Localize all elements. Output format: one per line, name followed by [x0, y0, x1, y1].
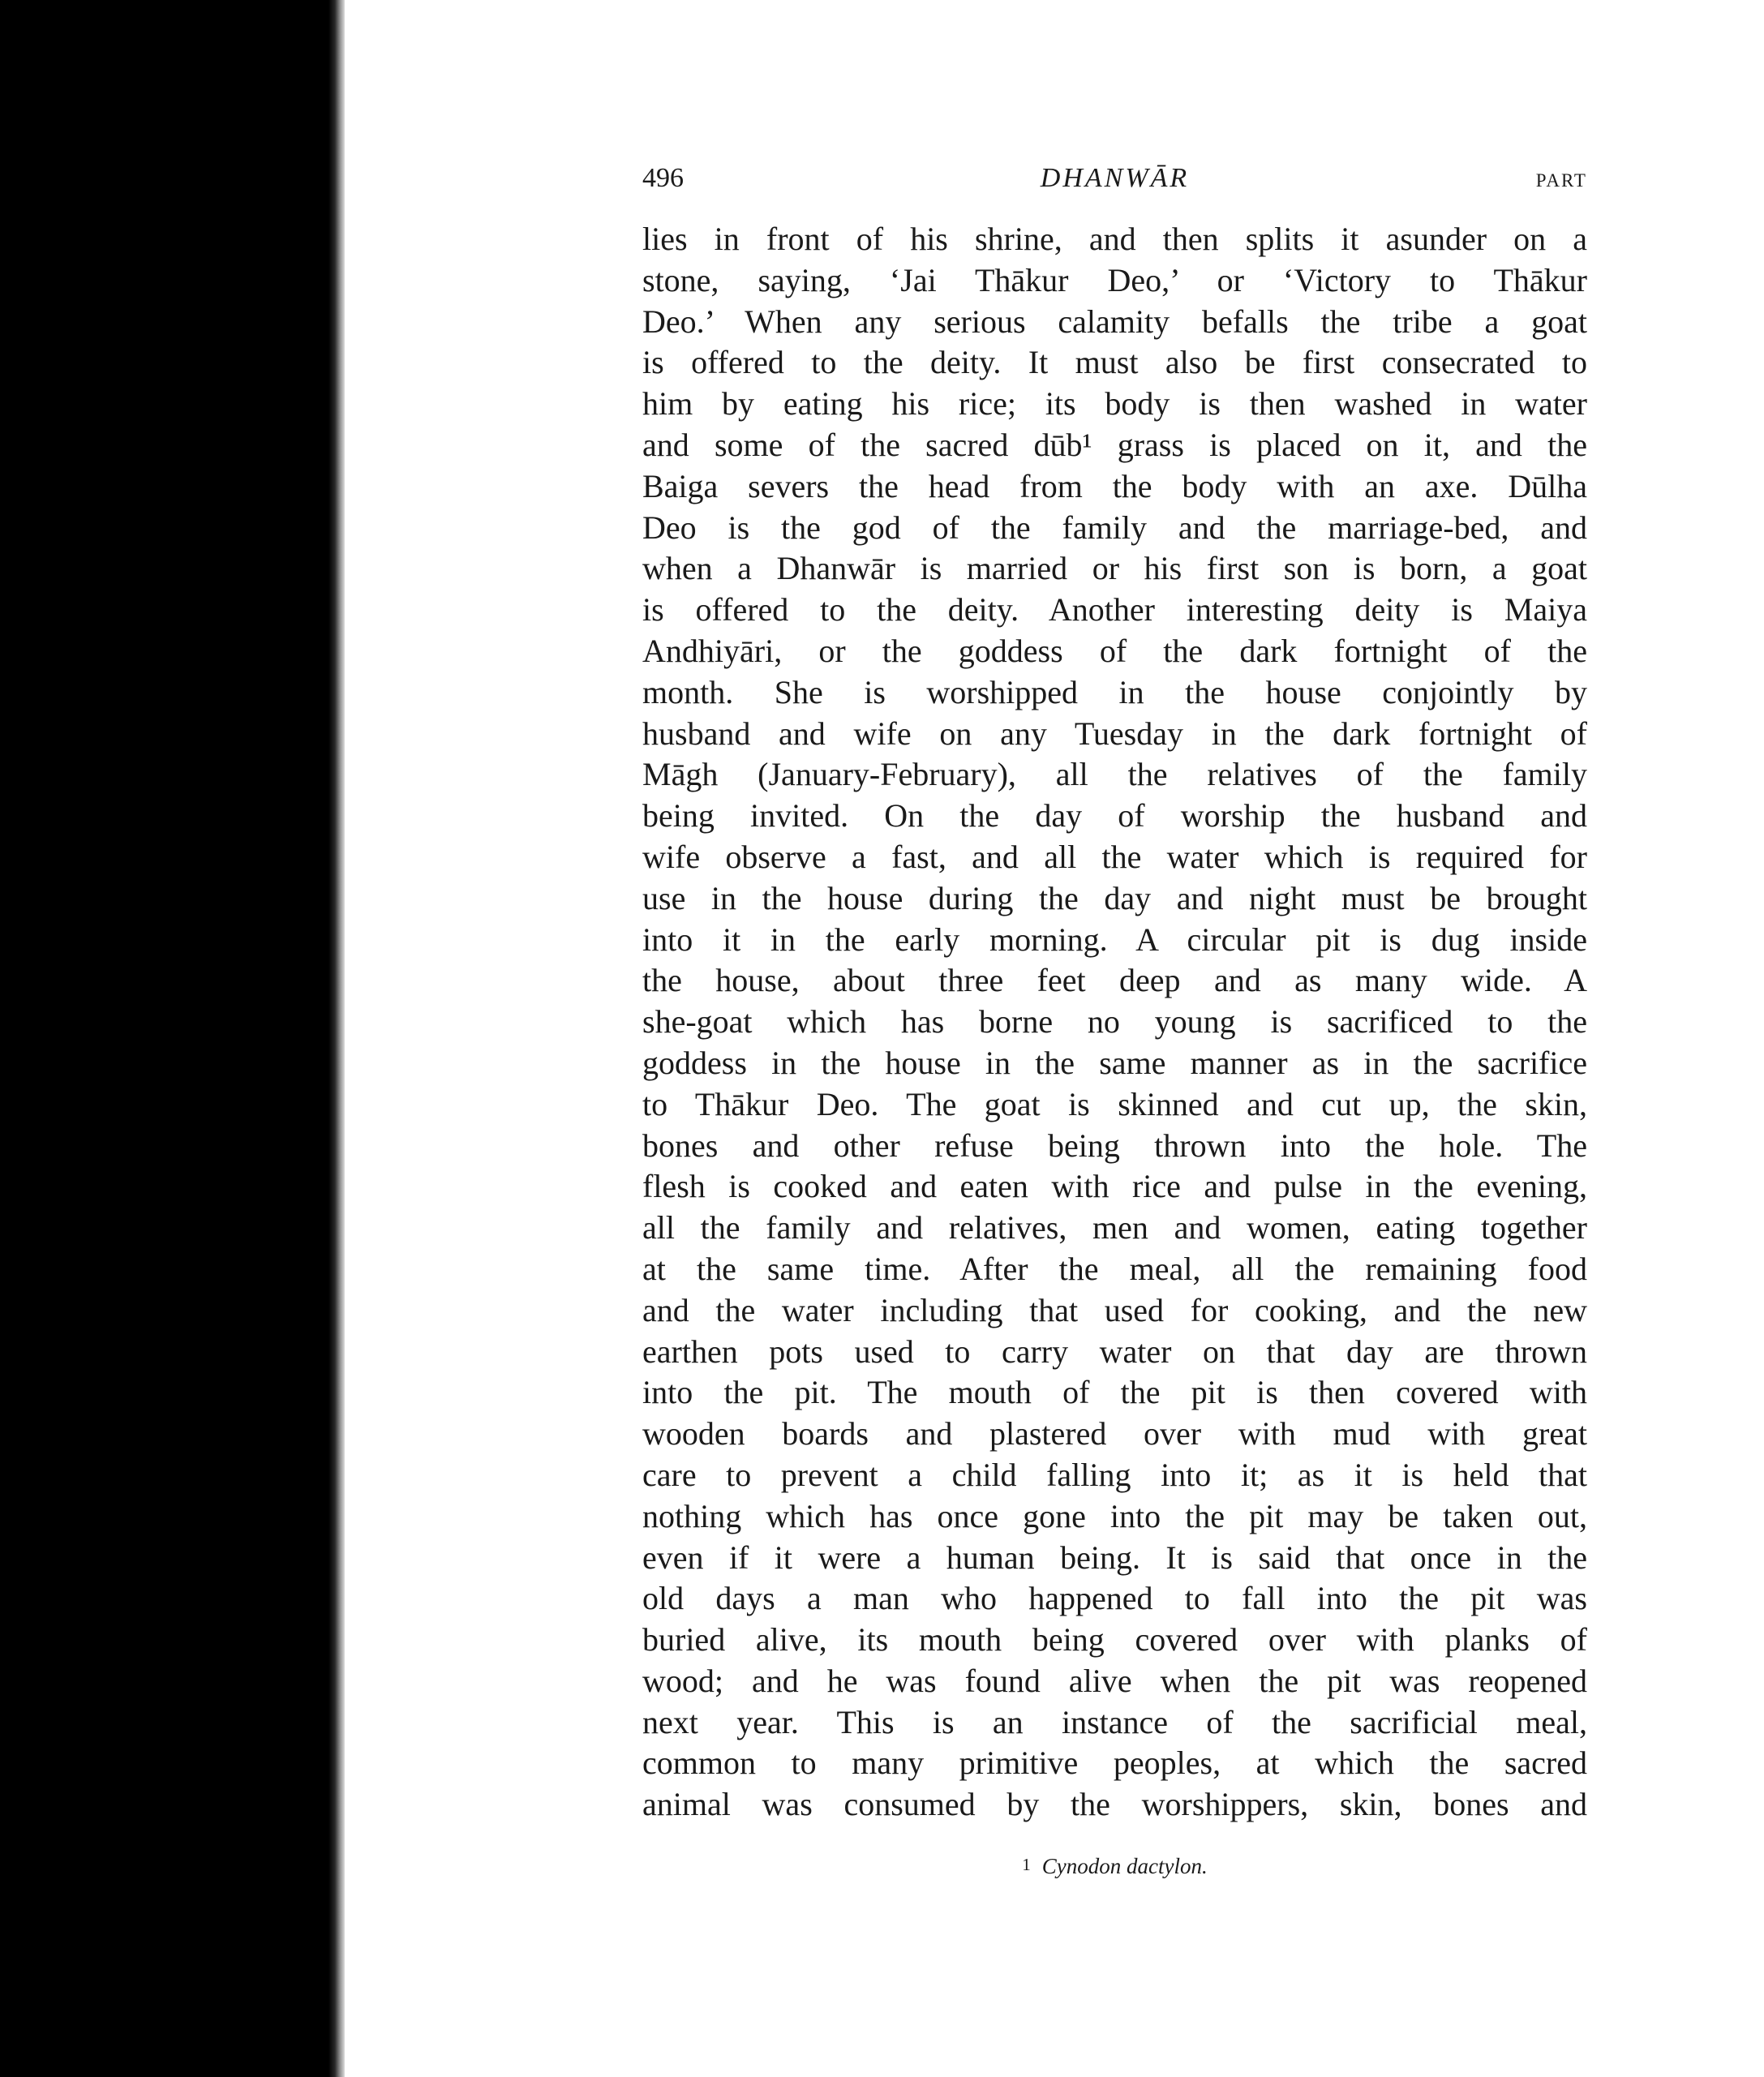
text-line: flesh is cooked and eaten with rice and pulse in the evening, [642, 1168, 1587, 1205]
text-line: being invited. On the day of worship the husband and [642, 797, 1587, 835]
text-line: into it in the early morning. A circular pit is dug inside [642, 920, 1587, 958]
text-line: is offered to the deity. Another interesting deity is Maiya [642, 591, 1587, 629]
footnote-text: Cynodon dactylon. [1041, 1854, 1208, 1878]
text-line: wife observe a fast, and all the water which is required for [642, 838, 1587, 875]
text-line: is offered to the deity. It must also be first consecrated to [642, 344, 1587, 381]
text-line: old days a man who happened to fall into the pit was [642, 1580, 1587, 1617]
text-line: into the pit. The mouth of the pit is then covered with [642, 1374, 1587, 1411]
text-line: wood; and he was found alive when the pit was reopened [642, 1662, 1587, 1699]
text-line: all the family and relatives, men and women, eating together [642, 1209, 1587, 1247]
running-title: DHANWĀR [1040, 163, 1190, 193]
text-line: Baiga severs the head from the body with an axe. Dūlha [642, 467, 1587, 504]
text-line: she-goat which has borne no young is sacrificed to the [642, 1003, 1587, 1041]
footnote [642, 1850, 1587, 1881]
text-line: wooden boards and plastered over with mud with great [642, 1415, 1587, 1453]
text-line: animal was consumed by the worshippers, skin, bones and [642, 1786, 1587, 1823]
text-line: lies in front of his shrine, and then splits it asunder on a [642, 221, 1587, 257]
text-line: use in the house during the day and night must be brought [642, 879, 1587, 916]
text-line: even if it were a human being. It is said that once in the [642, 1538, 1587, 1576]
text-line: husband and wife on any Tuesday in the dark fortnight of [642, 715, 1587, 752]
book-binding-edge [0, 0, 345, 2077]
text-line: nothing which has once gone into the pit may be taken out, [642, 1497, 1587, 1534]
text-line: Andhiyāri, or the goddess of the dark fortnight of the [642, 632, 1587, 669]
text-line: month. She is worshipped in the house conjointly by [642, 673, 1587, 710]
text-line: and some of the sacred dūb¹ grass is placed on it, and the [642, 426, 1587, 463]
page-header [642, 162, 1587, 195]
text-line: when a Dhanwār is married or his first son is born, a goat [642, 550, 1587, 587]
part-label: PART [1535, 170, 1587, 191]
text-line: the house, about three feet deep and as many wide. A [642, 962, 1587, 999]
text-line: goddess in the house in the same manner as in the sacrifice [642, 1044, 1587, 1081]
text-line: at the same time. After the meal, all the remaining food [642, 1250, 1587, 1287]
page-number: 496 [642, 163, 684, 193]
text-line: him by eating his rice; its body is then washed in water [642, 385, 1587, 423]
text-line: Deo is the god of the family and the marriage-bed, and [642, 509, 1587, 546]
body-text [642, 219, 1587, 1826]
text-line: next year. This is an instance of the sacrificial meal, [642, 1703, 1587, 1740]
text-line: bones and other refuse being thrown into the hole. The [642, 1126, 1587, 1164]
text-line: care to prevent a child falling into it; as it is held that [642, 1456, 1587, 1493]
text-line: buried alive, its mouth being covered over with planks of [642, 1621, 1587, 1659]
text-line: and the water including that used for cooking, and the new [642, 1291, 1587, 1328]
text-line: Māgh (January-February), all the relatives of the family [642, 756, 1587, 793]
text-line: common to many primitive peoples, at which the sacred [642, 1744, 1587, 1782]
text-line: stone, saying, ‘Jai Thākur Deo,’ or ‘Victory to Thākur [642, 261, 1587, 298]
footnote-marker: 1 [1022, 1855, 1031, 1874]
text-line: to Thākur Deo. The goat is skinned and cut up, the skin, [642, 1085, 1587, 1122]
text-line: Deo.’ When any serious calamity befalls the tribe a goat [642, 303, 1587, 340]
text-line: earthen pots used to carry water on that day are thrown [642, 1332, 1587, 1370]
